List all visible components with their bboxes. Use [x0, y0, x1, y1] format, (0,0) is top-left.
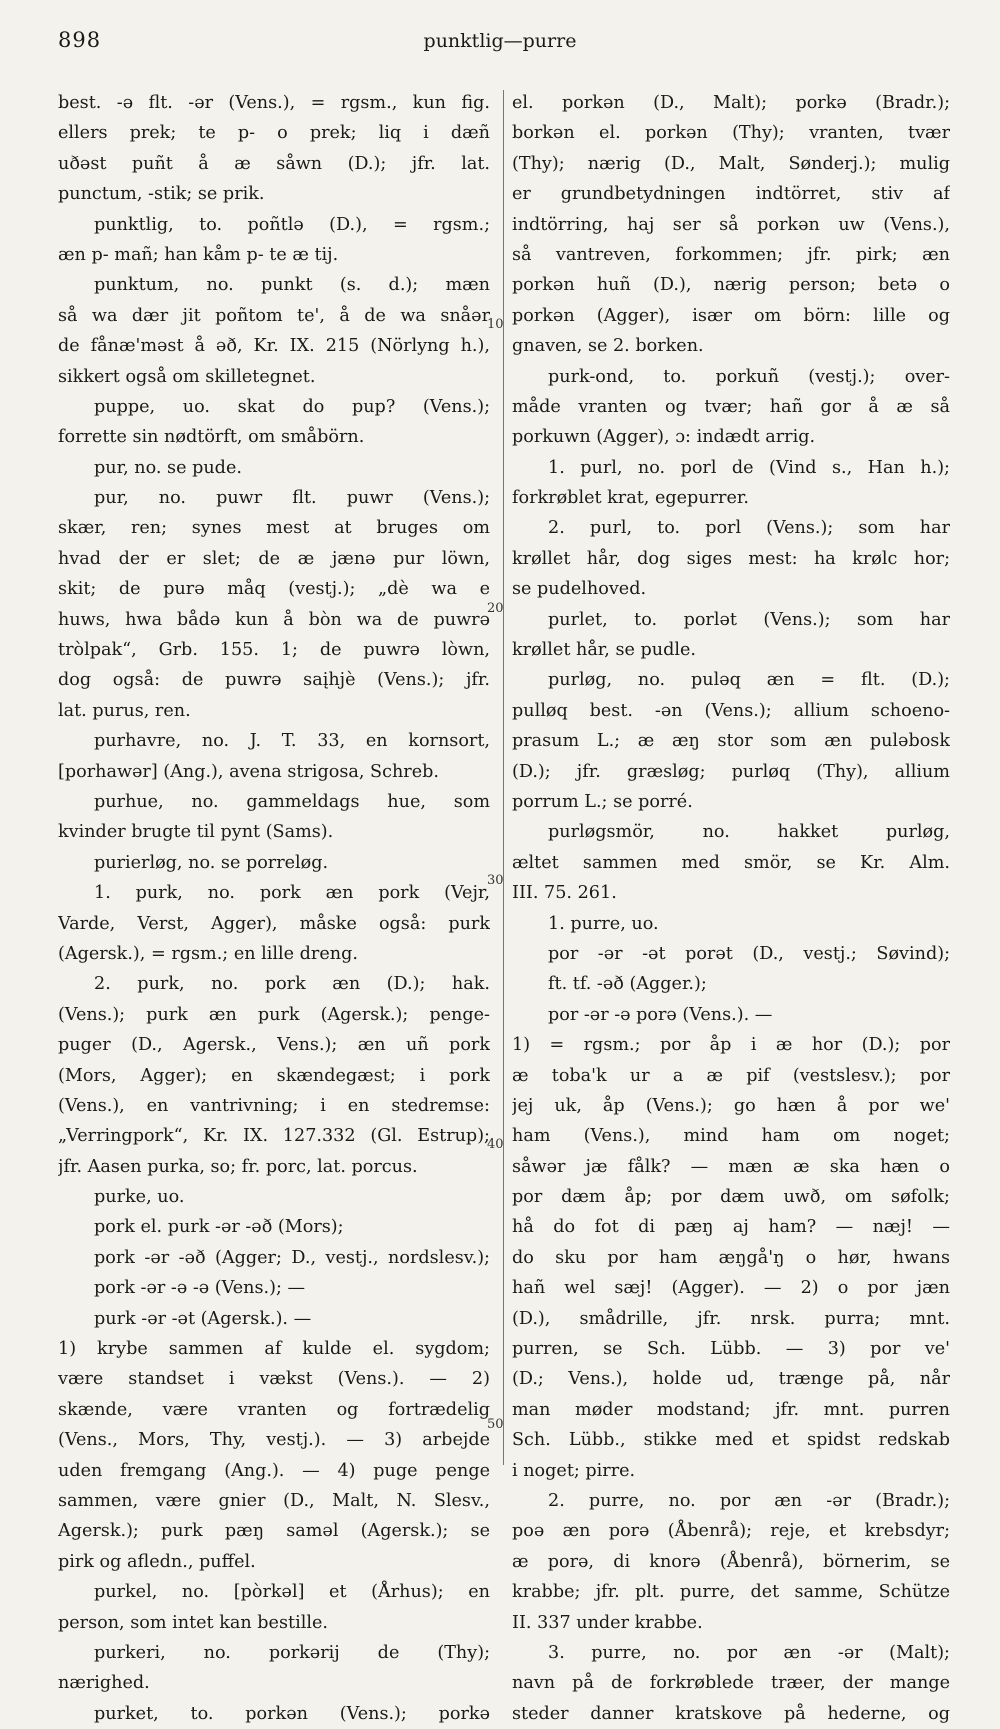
text-line: pirk og afledn., puffel. — [58, 1551, 256, 1572]
text-line: punctum, -stik; se prik. — [58, 184, 265, 205]
text-line: jej uk, åp (Vens.); go hæn å por we' — [512, 1095, 950, 1116]
text-line: 1) krybe sammen af kulde el. sygdom; — [58, 1339, 490, 1360]
text-line: purhavre, no. J. T. 33, en kornsort, — [94, 731, 490, 752]
text-line: steder danner kratskove på hederne, og — [512, 1703, 950, 1724]
text-line: purke, uo. — [94, 1187, 185, 1208]
text-line: forrette sin nødtörft, om småbörn. — [58, 427, 365, 448]
text-line: best. -ə flt. -ər (Vens.), = rgsm., kun fig. — [58, 93, 490, 113]
text-line: Agersk.); purk pæŋ saməl (Agersk.); se — [58, 1521, 490, 1542]
text-line: puppe, uo. skat do pup? (Vens.); — [94, 396, 490, 417]
text-line: 1. purk, no. pork æn pork (Vejr, — [94, 883, 490, 904]
text-line: III. 75. 261. — [512, 883, 617, 904]
text-line: purk-ond, to. porkuñ (vestj.); over- — [548, 366, 950, 387]
text-line: (Agersk.), = rgsm.; en lille dreng. — [58, 943, 358, 964]
text-line: hvad der er slet; de æ jænə pur löwn, — [58, 548, 490, 569]
text-line: person, som intet kan bestille. — [58, 1612, 328, 1633]
text-line: man møder modstand; jfr. mnt. purren — [512, 1399, 950, 1420]
text-line: (D.; Vens.), holde ud, trænge på, når — [512, 1369, 950, 1390]
text-line: 3. purre, no. por æn -ər (Malt); — [548, 1642, 950, 1663]
text-line: hå do fot di pæŋ aj ham? — næj! — — [512, 1217, 950, 1238]
text-line: sikkert også om skilletegnet. — [58, 366, 316, 387]
text-line: pork -ər -ə -ə (Vens.); — — [94, 1278, 306, 1299]
line-number: 20 — [487, 601, 504, 616]
text-line: Varde, Verst, Agger), måske også: purk — [58, 913, 490, 934]
text-line: krøllet hår, dog siges mest: ha krølc hor; — [512, 548, 950, 569]
text-line: pork -ər -əð (Agger; D., vestj., nordslesv.); — [94, 1247, 490, 1268]
text-line: skær, ren; synes mest at bruges om — [58, 518, 490, 539]
text-line: ft. tf. -əð (Agger.); — [548, 974, 707, 995]
text-line: el. porkən (D., Malt); porkə (Bradr.); — [512, 93, 950, 113]
text-line: navn på de forkrøblede træer, der mange — [512, 1673, 950, 1694]
right-column — [512, 88, 950, 1724]
text-line: (Thy); nærig (D., Malt, Sønderj.); mulig — [512, 153, 950, 174]
text-line: purkel, no. [pòrkəl] et (Århus); en — [94, 1582, 490, 1603]
text-line: indtörring, haj ser så porkən uw (Vens.), — [512, 214, 950, 235]
text-line: purkeri, no. porkərij de (Thy); — [94, 1642, 490, 1663]
text-line: (Vens., Mors, Thy, vestj.). — 3) arbejde — [58, 1430, 490, 1451]
text-line: porkuwn (Agger), ɔ: indædt arrig. — [512, 427, 816, 448]
text-line: puger (D., Agersk., Vens.); æn uñ pork — [58, 1035, 490, 1056]
text-line: pur, no. puwr flt. puwr (Vens.); — [94, 488, 490, 509]
text-line: II. 337 under krabbe. — [512, 1612, 703, 1633]
column-divider — [503, 90, 504, 1465]
text-line: måde vranten og tvær; hañ gor å æ så — [512, 396, 950, 417]
text-line: ellers prek; te p- o prek; liq i dæñ — [58, 123, 490, 144]
text-line: punktlig, to. poñtlə (D.), = rgsm.; — [94, 214, 490, 235]
text-line: do sku por ham æŋgå'ŋ o hør, hwans — [512, 1247, 950, 1268]
text-line: purløgsmör, no. hakket purløg, — [548, 822, 950, 843]
text-line: (D.), smådrille, jfr. nrsk. purra; mnt. — [512, 1308, 950, 1329]
text-line: 1. purre, uo. — [548, 913, 659, 934]
text-line: så wa dær jit poñtom te', å de wa snåər — [58, 305, 490, 326]
text-line: tròlpak“, Grb. 155. 1; de puwrə lòwn, — [58, 640, 490, 661]
text-line: se pudelhoved. — [512, 579, 647, 600]
text-line: purløg, no. puləq æn = flt. (D.); — [548, 670, 950, 691]
text-line: 1. purl, no. porl de (Vind s., Han h.); — [548, 457, 950, 478]
text-line: gnaven, se 2. borken. — [512, 336, 704, 357]
text-line: pur, no. se pude. — [94, 457, 242, 478]
text-line: „Verringpork“, Kr. IX. 127.332 (Gl. Estrup); — [58, 1126, 490, 1147]
text-line: så vantreven, forkommen; jfr. pirk; æn — [512, 244, 950, 265]
text-line: ham (Vens.), mind ham om noget; — [512, 1126, 950, 1147]
line-number: 30 — [487, 873, 504, 888]
page-number: 898 — [58, 28, 102, 52]
text-line: poə æn porə (Åbenrå); reje, et krebsdyr; — [512, 1521, 950, 1542]
text-line: porrum L.; se porré. — [512, 791, 693, 812]
text-line: [porhawər] (Ang.), avena strigosa, Schreb. — [58, 761, 439, 782]
text-line: borkən el. porkən (Thy); vranten, tvær — [512, 123, 950, 144]
text-line: por dæm åp; por dæm uwð, om søfolk; — [512, 1187, 950, 1208]
text-line: nærighed. — [58, 1673, 150, 1694]
text-line: Sch. Lübb., stikke med et spidst redskab — [512, 1430, 950, 1451]
text-line: purhue, no. gammeldags hue, som — [94, 791, 490, 812]
text-line: purierløg, no. se porreløg. — [94, 852, 329, 873]
text-line: jfr. Aasen purka, so; fr. porc, lat. porcus. — [58, 1156, 418, 1177]
text-line: por -ər -ə porə (Vens.). — — [548, 1004, 773, 1025]
text-line: uden fremgang (Ang.). — 4) puge penge — [58, 1460, 490, 1481]
text-line: æ porə, di knorə (Åbenrå), börnerim, se — [512, 1551, 950, 1572]
text-line: porkən huñ (D.), nærig person; betə o — [512, 275, 950, 296]
text-line: por -ər -ət porət (D., vestj.; Søvind); — [548, 943, 950, 964]
text-line: krabbe; jfr. plt. purre, det samme, Schütze — [512, 1582, 950, 1603]
page-header — [0, 28, 1000, 58]
line-number: 40 — [487, 1137, 504, 1152]
text-line: skit; de purə måq (vestj.); „dè wa e — [58, 579, 490, 600]
running-head: punktlig—purre — [423, 30, 577, 52]
text-line: skænde, være vranten og fortrædelig — [58, 1399, 490, 1420]
text-line: er grundbetydningen indtörret, stiv af — [512, 184, 950, 205]
text-line: de fånæ'məst å əð, Kr. IX. 215 (Nörlyng h.), — [58, 336, 490, 357]
line-number: 50 — [487, 1417, 504, 1432]
text-line: 2. purl, to. porl (Vens.); som har — [548, 518, 950, 539]
text-line: porkən (Agger), især om börn: lille og — [512, 305, 950, 326]
text-line: huws, hwa bådə kun å bòn wa de puwrə — [58, 609, 490, 630]
text-line: forkrøblet krat, egepurrer. — [512, 488, 749, 509]
text-line: punktum, no. punkt (s. d.); mæn — [94, 275, 490, 296]
text-line: æn p- mañ; han kåm p- te æ tij. — [58, 244, 339, 265]
text-line: purk -ər -ət (Agersk.). — — [94, 1308, 312, 1329]
text-line: være standset i vækst (Vens.). — 2) — [58, 1369, 490, 1390]
text-line: 1) = rgsm.; por åp i æ hor (D.); por — [512, 1035, 950, 1056]
text-line: pork el. purk -ər -əð (Mors); — [94, 1217, 344, 1238]
text-line: kvinder brugte til pynt (Sams). — [58, 822, 334, 843]
text-line: krøllet hår, se pudle. — [512, 640, 696, 661]
text-line: (Mors, Agger); en skændegæst; i pork — [58, 1065, 490, 1086]
text-line: hañ wel sæj! (Agger). — 2) o por jæn — [512, 1278, 950, 1299]
text-line: æ toba'k ur a æ pif (vestslesv.); por — [512, 1065, 950, 1086]
text-line: 2. purre, no. por æn -ər (Bradr.); — [548, 1490, 950, 1511]
left-column — [58, 88, 490, 1724]
text-line: purlet, to. porlət (Vens.); som har — [548, 609, 950, 630]
text-line: purren, se Sch. Lübb. — 3) por ve' — [512, 1339, 950, 1360]
text-line: (Vens.); purk æn purk (Agersk.); penge- — [58, 1004, 490, 1025]
text-line: (D.); jfr. græsløg; purløq (Thy), allium — [512, 761, 950, 782]
text-line: pulløq best. -ən (Vens.); allium schoeno- — [512, 700, 950, 721]
text-line: sammen, være gnier (D., Malt, N. Slesv., — [58, 1490, 490, 1511]
text-line: dog også: de puwrə saįhjè (Vens.); jfr. — [58, 670, 490, 691]
text-line: såwər jæ fålk? — mæn æ ska hæn o — [512, 1156, 950, 1177]
line-number: 10 — [487, 317, 504, 332]
text-line: prasum L.; æ æŋ stor som æn puləbosk — [512, 731, 950, 752]
text-line: lat. purus, ren. — [58, 700, 191, 721]
text-line: (Vens.), en vantrivning; i en stedremse: — [58, 1095, 490, 1116]
text-line: i noget; pirre. — [512, 1460, 636, 1481]
text-line: 2. purk, no. pork æn (D.); hak. — [94, 974, 490, 995]
text-line: purket, to. porkən (Vens.); porkə — [94, 1703, 490, 1724]
text-line: æltet sammen med smör, se Kr. Alm. — [512, 852, 950, 873]
text-line: uðəst puñt å æ såwn (D.); jfr. lat. — [58, 153, 490, 174]
